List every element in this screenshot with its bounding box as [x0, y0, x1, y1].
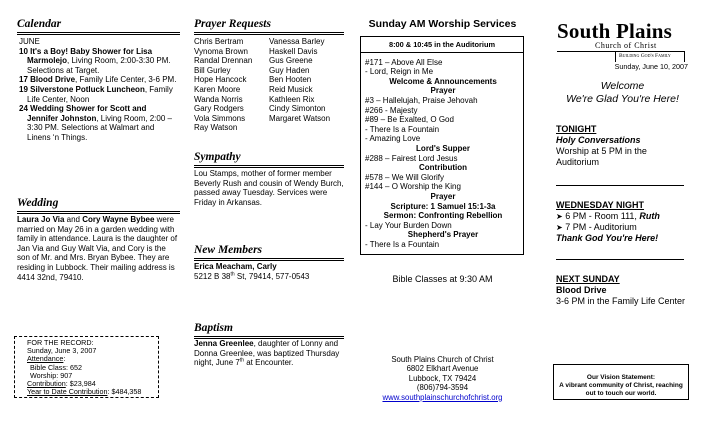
bible-classes: Bible Classes at 9:30 AM	[392, 274, 493, 284]
prayer-name: Vynoma Brown	[194, 46, 248, 56]
record-bible-class: Bible Class: 652	[30, 362, 82, 372]
prayer-name	[269, 123, 344, 133]
tonight-block	[556, 124, 686, 168]
prayer-name: Karen Moore	[194, 84, 241, 94]
worship-line: Contribution	[419, 163, 467, 173]
wedding-text: Laura Jo Via and Cory Wayne Bybee were married on May 26 in a garden wedding with family in attendance. Laura is the daughter of Jan Via and Guy Walt Via, and Cory is the son of Mr. and Mrs. Bryan Bybee. They are residing in Lubbock. Their mailing address is 4414 32nd, 79410.	[17, 215, 178, 282]
church-website-link[interactable]: www.southplainschurchofchrist.org	[382, 392, 503, 402]
calendar-event: 17 Blood Drive, Family Life Center, 3-6 PM.	[19, 75, 177, 85]
calendar-event: 19 Silverstone Potluck Luncheon, Family Life Center, Noon	[19, 84, 173, 104]
welcome-block	[555, 80, 690, 105]
prayer-names	[194, 37, 344, 133]
wednesday-item: ➤ 6 PM - Room 111, Ruth	[556, 211, 660, 221]
calendar-list	[19, 37, 179, 143]
sympathy-text: Lou Stamps, mother of former member Beverly Rush and cousin of Wendy Burch, passed away Tuesday. Services were Friday in Arkansas.	[194, 169, 344, 207]
worship-line: - There Is a Fountain	[365, 124, 440, 134]
church-phone: (806)794-3594	[416, 383, 469, 393]
worship-line: Shepherd's Prayer	[407, 230, 479, 240]
prayer-name: Vanessa Barley	[269, 37, 325, 46]
baptism-heading: Baptism	[194, 322, 233, 334]
prayer-name: Bill Gurley	[194, 65, 231, 75]
prayer-name: Vola Simmons	[194, 113, 246, 123]
church-address	[360, 355, 525, 402]
vision-text: A vibrant community of Christ, reaching out to touch our world.	[559, 381, 683, 397]
worship-line: - There Is a Fountain	[365, 239, 440, 249]
worship-line: #171 – Above All Else	[365, 57, 443, 67]
prayer-name: Hope Hancock	[194, 75, 247, 85]
calendar-event: 24 Wedding Shower for Scott and Jennifer Johnston, Living Room, 2:00 – 3:30 PM. Selections at Walmart and Linens ‘n Things.	[19, 104, 172, 142]
record-ytd: Year to Date Contribution: $484,358	[27, 387, 142, 397]
logo-tagline: Building God's Family	[619, 53, 671, 59]
prayer-name: Haskell Davis	[269, 46, 318, 56]
wednesday-block	[556, 200, 688, 244]
tonight-detail: Worship at 5 PM in the Auditorium	[556, 146, 647, 167]
worship-line: #89 – Be Exalted, O God	[365, 115, 454, 125]
worship-line: - Amazing Love	[365, 134, 421, 144]
church-city: Lubbock, TX 79424	[408, 373, 477, 383]
wedding-heading: Wedding	[17, 197, 59, 209]
record-title: FOR THE RECORD:	[27, 338, 94, 347]
wednesday-heading: WEDNESDAY NIGHT	[556, 200, 645, 210]
worship-box	[360, 36, 524, 255]
record-contribution: Contribution: $23,984	[27, 379, 96, 389]
prayer-name: Guy Haden	[269, 65, 310, 75]
calendar-event: 10 It's a Boy! Baby Shower for Lisa Marmolejo, Living Room, 2:00-3:30 PM. Selections at Target.	[19, 46, 171, 75]
arrow-right-icon: ➤	[556, 223, 563, 232]
record-attendance-label: Attendance:	[27, 354, 66, 364]
new-members-text: Erica Meacham, Carly 5212 B 38th St, 79414, 577-0543	[194, 262, 310, 281]
worship-line: Scripture: 1 Samuel 15:1-3a	[390, 201, 496, 211]
welcome-text: Welcome	[600, 80, 645, 92]
arrow-right-icon: ➤	[556, 212, 563, 221]
next-sunday-block	[556, 274, 686, 307]
prayer-rule	[194, 32, 344, 35]
prayer-name: Chris Bertram	[194, 37, 244, 46]
vision-title: Our Vision Statement:	[586, 374, 656, 381]
worship-title: Sunday AM Worship Services	[368, 18, 517, 30]
worship-line: Lord's Supper	[416, 143, 470, 153]
prayer-name: Wanda Norris	[194, 94, 243, 104]
glad-text: We're Glad You're Here!	[566, 92, 679, 105]
prayer-name: Ben Hooten	[269, 75, 312, 85]
logo-sub-text: Church of Christ	[595, 41, 657, 50]
tonight-heading: TONIGHT	[556, 124, 597, 134]
sympathy-heading: Sympathy	[194, 151, 241, 163]
next-sunday-heading: NEXT SUNDAY	[556, 274, 620, 284]
prayer-heading: Prayer Requests	[194, 18, 271, 30]
church-street: 6802 Elkhart Avenue	[406, 364, 479, 374]
worship-line: #144 – O Worship the King	[365, 182, 461, 192]
worship-time: 8:00 & 10:45 in the Auditorium	[361, 37, 523, 53]
new-members-heading: New Members	[194, 244, 263, 256]
calendar-month: JUNE	[19, 37, 40, 46]
vision-box	[553, 364, 689, 400]
worship-line: #578 – We Will Glorify	[365, 172, 444, 182]
tonight-event: Holy Conversations	[556, 135, 641, 145]
divider	[556, 185, 684, 186]
wednesday-item: ➤ 7 PM - Auditorium	[556, 222, 637, 232]
thanks-text: Thank God You're Here!	[556, 233, 659, 243]
record-worship: Worship: 907	[30, 370, 73, 380]
divider	[556, 259, 684, 260]
prayer-name: Ray Watson	[194, 123, 238, 133]
worship-line: #3 – Hallelujah, Praise Jehovah	[365, 95, 478, 105]
prayer-name: Margaret Watson	[269, 113, 331, 123]
worship-line: Welcome & Announcements	[389, 76, 497, 86]
sympathy-rule	[194, 165, 344, 168]
worship-line: - Lord, Reign in Me	[365, 67, 434, 77]
worship-line: #288 – Fairest Lord Jesus	[365, 153, 458, 163]
next-sunday-detail: 3-6 PM in the Family Life Center	[556, 296, 686, 306]
worship-line: Prayer	[430, 191, 456, 201]
for-the-record-box	[14, 336, 159, 398]
bulletin-date: Sunday, June 10, 2007	[614, 62, 688, 71]
next-sunday-event: Blood Drive	[556, 285, 607, 295]
baptism-text: Jenna Greenlee, daughter of Lonny and Donna Greenlee, was baptized Thursday night, June 7th at Encounter.	[194, 339, 340, 368]
prayer-name: Cindy Simonton	[269, 104, 326, 114]
prayer-name: Randal Drennan	[194, 56, 253, 66]
new-members-rule	[194, 258, 344, 261]
prayer-name: Kathleen Rix	[269, 94, 315, 104]
logo-main-text: South Plains	[557, 19, 673, 43]
worship-line: Sermon: Confronting Rebellion	[383, 211, 503, 221]
prayer-name: Gary Rodgers	[194, 104, 244, 114]
calendar-heading: Calendar	[17, 18, 62, 30]
worship-order	[361, 58, 523, 250]
worship-line: - Lay Your Burden Down	[365, 220, 452, 230]
prayer-name: Gus Greene	[269, 56, 313, 66]
prayer-name: Reid Musick	[269, 84, 313, 94]
church-name: South Plains Church of Christ	[391, 355, 494, 364]
record-date: Sunday, June 3, 2007	[27, 346, 97, 356]
wedding-rule	[17, 211, 180, 214]
worship-line: #266 - Majesty	[365, 105, 418, 115]
calendar-rule	[17, 32, 180, 35]
worship-line: Prayer	[430, 86, 456, 96]
